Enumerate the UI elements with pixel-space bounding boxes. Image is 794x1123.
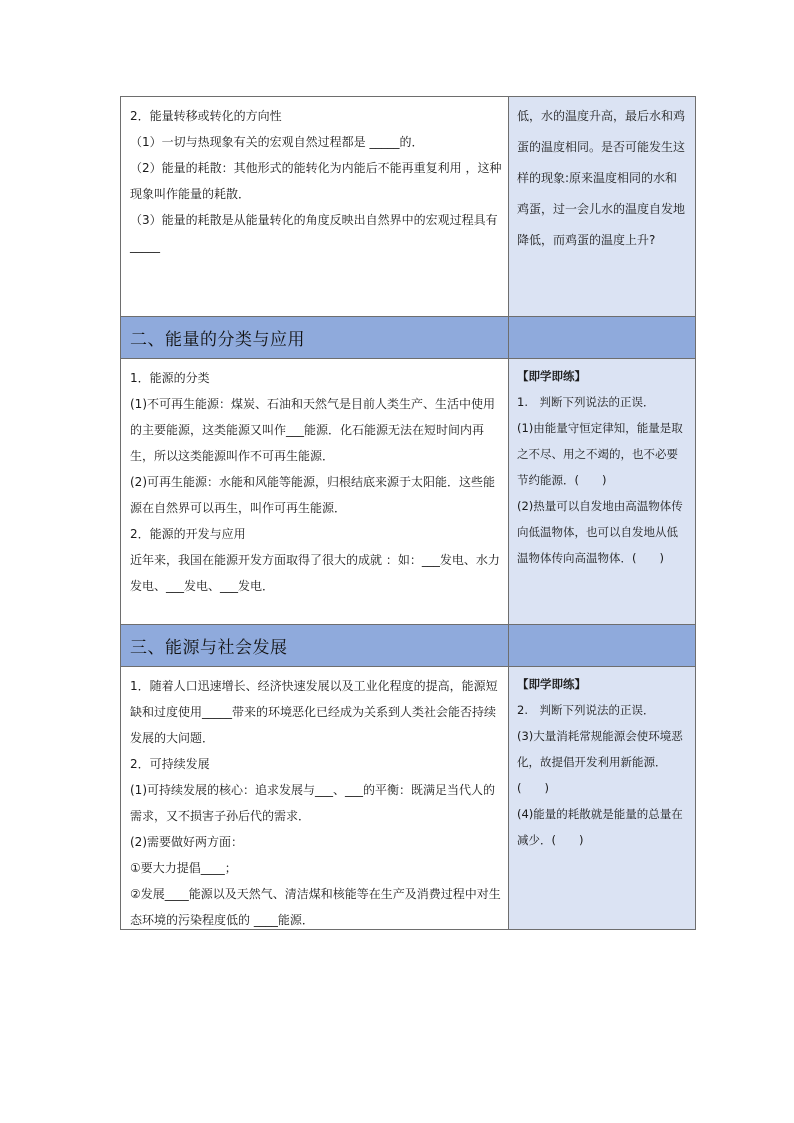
text-line: 2．能量转移或转化的方向性 xyxy=(130,109,282,123)
section1-content xyxy=(121,97,509,316)
section2-heading-cell xyxy=(121,317,509,358)
section3-row xyxy=(121,667,695,929)
practice-line: (4)能量的耗散就是能量的总量在减少．( ) xyxy=(517,807,683,847)
text-line: 近年来，我国在能源开发方面取得了很大的成就 ：如：___发电、水力发电、___发电、___发电． xyxy=(130,553,500,593)
text-line: 1．随着人口迅速增长、经济快速发展以及工业化程度的提高，能源短缺和过度使用_____带来的环境恶化已经成为关系到人类社会能否持续发展的大问题． xyxy=(130,679,498,745)
section2-header-row xyxy=(121,317,695,359)
text-line: （1）一切与热现象有关的宏观自然过程都是 _____的． xyxy=(130,135,424,149)
section3-heading: 三、能源与社会发展 xyxy=(130,638,288,658)
section3-heading-cell xyxy=(121,625,509,666)
text-line: （2）能量的耗散：其他形式的能转化为内能后不能再重复利用 ，这种现象叫作能量的耗散． xyxy=(130,161,502,201)
practice-line: (3)大量消耗常规能源会使环境恶化，故提倡开发利用新能源．( ) xyxy=(517,729,683,795)
text-line: （3）能量的耗散是从能量转化的角度反映出自然界中的宏观过程具有_____ xyxy=(130,213,498,253)
text-line: ②发展____能源以及天然气、清洁煤和核能等在生产及消费过程中对生态环境的污染程度低的 ____能源． xyxy=(130,887,501,927)
worksheet-table xyxy=(120,96,696,930)
text-line: (2)需要做好两方面： xyxy=(130,835,243,849)
section3-practice xyxy=(509,667,695,929)
section1-side xyxy=(509,97,695,316)
section2-heading: 二、能量的分类与应用 xyxy=(130,330,305,350)
text-line: (1)可持续发展的核心：追求发展与___、___的平衡：既满足当代人的需求，又不损害子孙后代的需求． xyxy=(130,783,496,823)
practice-line: 1. 判断下列说法的正误． xyxy=(517,395,655,409)
text-line: (1)不可再生能源：煤炭、石油和天然气是目前人类生产、生活中使用的主要能源，这类能源又叫作___能源．化石能源无法在短时间内再生，所以这类能源叫作不可再生能源． xyxy=(130,397,496,463)
section2-heading-side xyxy=(509,317,695,358)
text-line: 2．能源的开发与应用 xyxy=(130,527,246,541)
section3-heading-side xyxy=(509,625,695,666)
section3-content xyxy=(121,667,509,929)
section2-practice xyxy=(509,359,695,624)
section2-content xyxy=(121,359,509,624)
practice-tag: 【即学即练】 xyxy=(517,369,586,383)
practice-line: 2. 判断下列说法的正误． xyxy=(517,703,655,717)
section1-row xyxy=(121,97,695,317)
section2-row xyxy=(121,359,695,625)
practice-line: (2)热量可以自发地由高温物体传向低温物体，也可以自发地从低温物体传向高温物体．( ) xyxy=(517,499,683,565)
section3-header-row xyxy=(121,625,695,667)
text-line: ①要大力提倡____； xyxy=(130,861,237,875)
practice-tag: 【即学即练】 xyxy=(517,677,586,691)
practice-line: (1)由能量守恒定律知，能量是取之不尽、用之不竭的，也不必要节约能源．( ) xyxy=(517,421,683,487)
text-line: 2．可持续发展 xyxy=(130,757,210,771)
side-text: 低，水的温度升高，最后水和鸡蛋的温度相同。是否可能发生这样的现象:原来温度相同的水和鸡蛋，过一会儿水的温度自发地降低，而鸡蛋的温度上升? xyxy=(517,109,686,247)
text-line: (2)可再生能源：水能和风能等能源，归根结底来源于太阳能．这些能源在自然界可以再生，叫作可再生能源． xyxy=(130,475,496,515)
text-line: 1．能源的分类 xyxy=(130,371,210,385)
